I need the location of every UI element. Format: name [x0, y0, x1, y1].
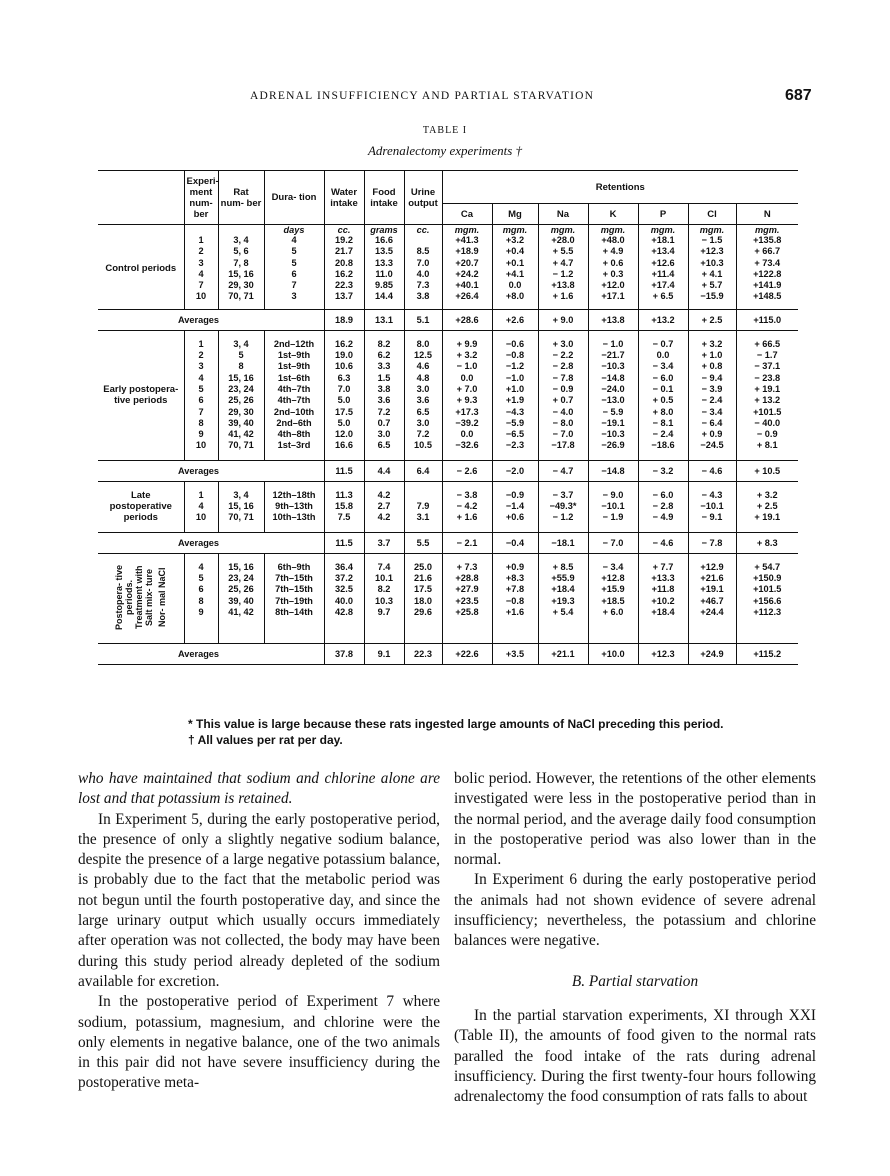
running-header: [0, 87, 890, 110]
cell-na: + 3.0 − 2.2 − 2.8 − 7.8 − 0.9 + 0.7 − 4.0 − 8.0 − 7.0 −17.8: [538, 330, 588, 460]
cell-na: − 3.7 −49.3* − 1.2: [538, 481, 588, 532]
header-retentions: Retentions: [442, 171, 798, 204]
cell-ca: + 7.3 +28.8 +27.9 +23.5 +25.8: [442, 553, 492, 643]
cell-dur: 4 5 5 6 7 3: [264, 235, 324, 309]
cell-na: + 8.5 +55.9 +18.4 +19.3 + 5.4: [538, 553, 588, 643]
header-ca: Ca: [442, 204, 492, 225]
avg-cell: − 3.2: [638, 460, 688, 481]
unit-k: mgm.: [588, 225, 638, 236]
averages-row: [98, 532, 798, 553]
avg-cell: +12.3: [638, 643, 688, 664]
table-label: TABLE I: [422, 125, 468, 136]
cell-water: 16.2 19.0 10.6 6.3 7.0 5.0 17.5 5.0 12.0 16.6: [324, 330, 364, 460]
avg-cell: −14.8: [588, 460, 638, 481]
body-column-left: [78, 769, 440, 1094]
table-row: [98, 330, 798, 460]
header-k: K: [588, 204, 638, 225]
avg-cell: 4.4: [364, 460, 404, 481]
header-urine: Urine output: [404, 171, 442, 225]
unit-water: cc.: [324, 225, 364, 236]
cell-ca: + 9.9 + 3.2 − 1.0 0.0 + 7.0 + 9.3 +17.3 −39.2 0.0 −32.6: [442, 330, 492, 460]
cell-food: 16.6 13.5 13.3 11.0 9.85 14.4: [364, 235, 404, 309]
adrenalectomy-table: [98, 170, 798, 665]
cell-ca: +41.3 +18.9 +20.7 +24.2 +40.1 +26.4: [442, 235, 492, 309]
avg-cell: −0.4: [492, 532, 538, 553]
header-food: Food intake: [364, 171, 404, 225]
cell-k: +48.0 + 4.9 + 0.6 + 0.3 +12.0 +17.1: [588, 235, 638, 309]
cell-rat: 3, 4 15, 16 70, 71: [218, 481, 264, 532]
cell-dur: 6th–9th 7th–15th 7th–15th 7th–19th 8th–14th: [264, 553, 324, 643]
averages-label: Averages: [178, 648, 220, 659]
group-label: Control periods: [105, 263, 177, 275]
running-title: ADRENAL INSUFFICIENCY AND PARTIAL STARVATION: [250, 90, 595, 102]
cell-exp: 1 2 3 4 5 6 7 8 9 10: [184, 330, 218, 460]
averages-label: Averages: [178, 465, 220, 476]
avg-cell: + 8.3: [736, 532, 798, 553]
header-experiment: Experi- ment num- ber: [184, 171, 218, 225]
averages-row: [98, 460, 798, 481]
unit-cl: mgm.: [688, 225, 736, 236]
cell-mg: −0.6 −0.8 −1.2 −1.0 +1.0 +1.9 −4.3 −5.9 −6.5 −2.3: [492, 330, 538, 460]
header-p: P: [638, 204, 688, 225]
cell-k: − 9.0 −10.1 − 1.9: [588, 481, 638, 532]
group-label: Late postoperative periods: [109, 489, 172, 524]
avg-cell: 18.9: [324, 309, 364, 330]
cell-cl: − 4.3 −10.1 − 9.1: [688, 481, 736, 532]
cell-mg: +0.9 +8.3 +7.8 −0.8 +1.6: [492, 553, 538, 643]
cell-water: 19.2 21.7 20.8 16.2 22.3 13.7: [324, 235, 364, 309]
averages-label: Averages: [178, 537, 220, 548]
averages-row: [98, 309, 798, 330]
avg-cell: − 7.0: [588, 532, 638, 553]
cell-water: 11.3 15.8 7.5: [324, 481, 364, 532]
footnote-asterisk: * This value is large because these rats ingested large amounts of NaCl preceding this period.: [188, 717, 724, 731]
avg-cell: +13.2: [638, 309, 688, 330]
unit-ca: mgm.: [442, 225, 492, 236]
avg-cell: 6.4: [404, 460, 442, 481]
averages-row: [98, 643, 798, 664]
cell-urine: 8.0 12.5 4.6 4.8 3.0 3.6 6.5 3.0 7.2 10.5: [404, 330, 442, 460]
page-number: 687: [785, 87, 812, 104]
cell-na: +28.0 + 5.5 + 4.7 − 1.2 +13.8 + 1.6: [538, 235, 588, 309]
avg-cell: 5.1: [404, 309, 442, 330]
averages-label: Averages: [178, 314, 220, 325]
header-water: Water intake: [324, 171, 364, 225]
unit-duration: days: [264, 225, 324, 236]
avg-cell: +21.1: [538, 643, 588, 664]
avg-cell: +2.6: [492, 309, 538, 330]
unit-mg: mgm.: [492, 225, 538, 236]
avg-cell: 11.5: [324, 460, 364, 481]
cell-p: +18.1 +13.4 +12.6 +11.4 +17.4 + 6.5: [638, 235, 688, 309]
avg-cell: +13.8: [588, 309, 638, 330]
cell-exp: 1 2 3 4 7 10: [184, 235, 218, 309]
paragraph: who have maintained that sodium and chlorine alone are lost and that potassium is retained.: [78, 770, 440, 808]
paragraph: In the partial starvation experiments, XI through XXI (Table II), the amounts of food given to the normal rats paralled the food intake of the rats during adrenal insufficiency. During the first twenty-four hours following adrenalectomy the food consumption of rats falls to about: [454, 1006, 816, 1106]
table-row: [98, 553, 798, 643]
avg-cell: + 2.5: [688, 309, 736, 330]
avg-cell: −2.0: [492, 460, 538, 481]
avg-cell: − 4.7: [538, 460, 588, 481]
unit-n: mgm.: [736, 225, 798, 236]
cell-rat: 15, 16 23, 24 25, 26 39, 40 41, 42: [218, 553, 264, 643]
cell-food: 7.4 10.1 8.2 10.3 9.7: [364, 553, 404, 643]
avg-cell: − 7.8: [688, 532, 736, 553]
cell-cl: +12.9 +21.6 +19.1 +46.7 +24.4: [688, 553, 736, 643]
cell-cl: + 3.2 + 1.0 + 0.8 − 9.4 − 3.9 − 2.4 − 3.4 − 6.4 + 0.9 −24.5: [688, 330, 736, 460]
unit-p: mgm.: [638, 225, 688, 236]
cell-urine: 25.0 21.6 17.5 18.0 29.6: [404, 553, 442, 643]
avg-cell: +22.6: [442, 643, 492, 664]
avg-cell: +24.9: [688, 643, 736, 664]
table-footnotes: [188, 716, 724, 748]
cell-k: − 3.4 +12.8 +15.9 +18.5 + 6.0: [588, 553, 638, 643]
cell-rat: 3, 4 5, 6 7, 8 15, 16 29, 30 70, 71: [218, 235, 264, 309]
header-na: Na: [538, 204, 588, 225]
avg-cell: 13.1: [364, 309, 404, 330]
cell-mg: −0.9 −1.4 +0.6: [492, 481, 538, 532]
cell-p: − 6.0 − 2.8 − 4.9: [638, 481, 688, 532]
cell-p: − 0.7 0.0 − 3.4 − 6.0 − 0.1 + 0.5 + 8.0 − 8.1 − 2.4 −18.6: [638, 330, 688, 460]
avg-cell: + 9.0: [538, 309, 588, 330]
header-cl: Cl: [688, 204, 736, 225]
cell-exp: 4 5 6 8 9: [184, 553, 218, 643]
unit-urine: cc.: [404, 225, 442, 236]
cell-rat: 3, 4 5 8 15, 16 23, 24 25, 26 29, 30 39, 40 41, 42 70, 71: [218, 330, 264, 460]
cell-food: 4.2 2.7 4.2: [364, 481, 404, 532]
header-n: N: [736, 204, 798, 225]
avg-cell: 5.5: [404, 532, 442, 553]
group-label-b: Nor- mal NaCl: [157, 566, 168, 627]
cell-urine: 8.5 7.0 4.0 7.3 3.8: [404, 235, 442, 309]
cell-n: + 54.7 +150.9 +101.5 +156.6 +112.3: [736, 553, 798, 643]
avg-cell: − 4.6: [638, 532, 688, 553]
section-heading: B. Partial starvation: [571, 972, 699, 990]
avg-cell: − 2.6: [442, 460, 492, 481]
cell-ca: − 3.8 − 4.2 + 1.6: [442, 481, 492, 532]
paragraph: In the postoperative period of Experiment 7 where sodium, potassium, magnesium, and chlorine were the only elements in negative balance, one of the two animals in this pair did not have severe insufficiency during the postoperative meta-: [78, 993, 440, 1092]
avg-cell: 11.5: [324, 532, 364, 553]
header-rat: Rat num- ber: [218, 171, 264, 225]
avg-cell: 3.7: [364, 532, 404, 553]
cell-dur: 2nd–12th 1st–9th 1st–9th 1st–6th 4th–7th 4th–7th 2nd–10th 2nd–6th 4th–8th 1st–3rd: [264, 330, 324, 460]
header-mg: Mg: [492, 204, 538, 225]
avg-cell: +115.2: [736, 643, 798, 664]
avg-cell: −18.1: [538, 532, 588, 553]
cell-mg: +3.2 +0.4 +0.1 +4.1 0.0 +8.0: [492, 235, 538, 309]
cell-food: 8.2 6.2 3.3 1.5 3.8 3.6 7.2 0.7 3.0 6.5: [364, 330, 404, 460]
header-duration: Dura- tion: [264, 171, 324, 225]
footnote-dagger: † All values per rat per day.: [188, 733, 343, 747]
avg-cell: +28.6: [442, 309, 492, 330]
paragraph: In Experiment 5, during the early postoperative period, the presence of only a slightly negative sodium balance, despite the presence of a large negative potassium balance, is probably due to the fact that the metabolic period was not begun until the fourth postoperative day, and since the large urinary output which usually occurs immediately after operation was not collected, the body may have been during this study period already depleted of the sodium available for excretion.: [78, 810, 440, 990]
cell-urine: 7.9 3.1: [404, 481, 442, 532]
avg-cell: 37.8: [324, 643, 364, 664]
cell-n: +135.8 + 66.7 + 73.4 +122.8 +141.9 +148.5: [736, 235, 798, 309]
cell-p: + 7.7 +13.3 +11.8 +10.2 +18.4: [638, 553, 688, 643]
table-row: [98, 235, 798, 309]
cell-cl: − 1.5 +12.3 +10.3 + 4.1 + 5.7 −15.9: [688, 235, 736, 309]
avg-cell: − 2.1: [442, 532, 492, 553]
paragraph: bolic period. However, the retentions of the other elements investigated were less in the postoperative period than in the normal period, and the average daily food consumption in the postoperative period was also lower than in the normal.: [454, 770, 816, 869]
avg-cell: +3.5: [492, 643, 538, 664]
avg-cell: +115.0: [736, 309, 798, 330]
group-label: Early postopera- tive periods: [103, 383, 179, 407]
group-label: Postopera- tive periods. Treatment with Salt mix- ture: [114, 564, 155, 630]
cell-n: + 3.2 + 2.5 + 19.1: [736, 481, 798, 532]
cell-exp: 1 4 10: [184, 481, 218, 532]
paragraph: In Experiment 6 during the early postoperative period the animals had not shown evidence of severe adrenal insufficiency; nevertheless, the potassium and chlorine balances were negative.: [454, 871, 816, 950]
cell-n: + 66.5 − 1.7 − 37.1 − 23.8 + 19.1 + 13.2 +101.5 − 40.0 − 0.9 + 8.1: [736, 330, 798, 460]
avg-cell: − 4.6: [688, 460, 736, 481]
group-label-vertical: [98, 553, 184, 643]
unit-food: grams: [364, 225, 404, 236]
avg-cell: +10.0: [588, 643, 638, 664]
avg-cell: 9.1: [364, 643, 404, 664]
table-row: [98, 481, 798, 532]
table-caption: Adrenalectomy experiments †: [367, 143, 523, 158]
unit-na: mgm.: [538, 225, 588, 236]
body-column-right: [454, 769, 816, 1107]
avg-cell: + 10.5: [736, 460, 798, 481]
cell-water: 36.4 37.2 32.5 40.0 42.8: [324, 553, 364, 643]
cell-dur: 12th–18th 9th–13th 10th–13th: [264, 481, 324, 532]
cell-k: − 1.0 −21.7 −10.3 −14.8 −24.0 −13.0 − 5.9 −19.1 −10.3 −26.9: [588, 330, 638, 460]
avg-cell: 22.3: [404, 643, 442, 664]
